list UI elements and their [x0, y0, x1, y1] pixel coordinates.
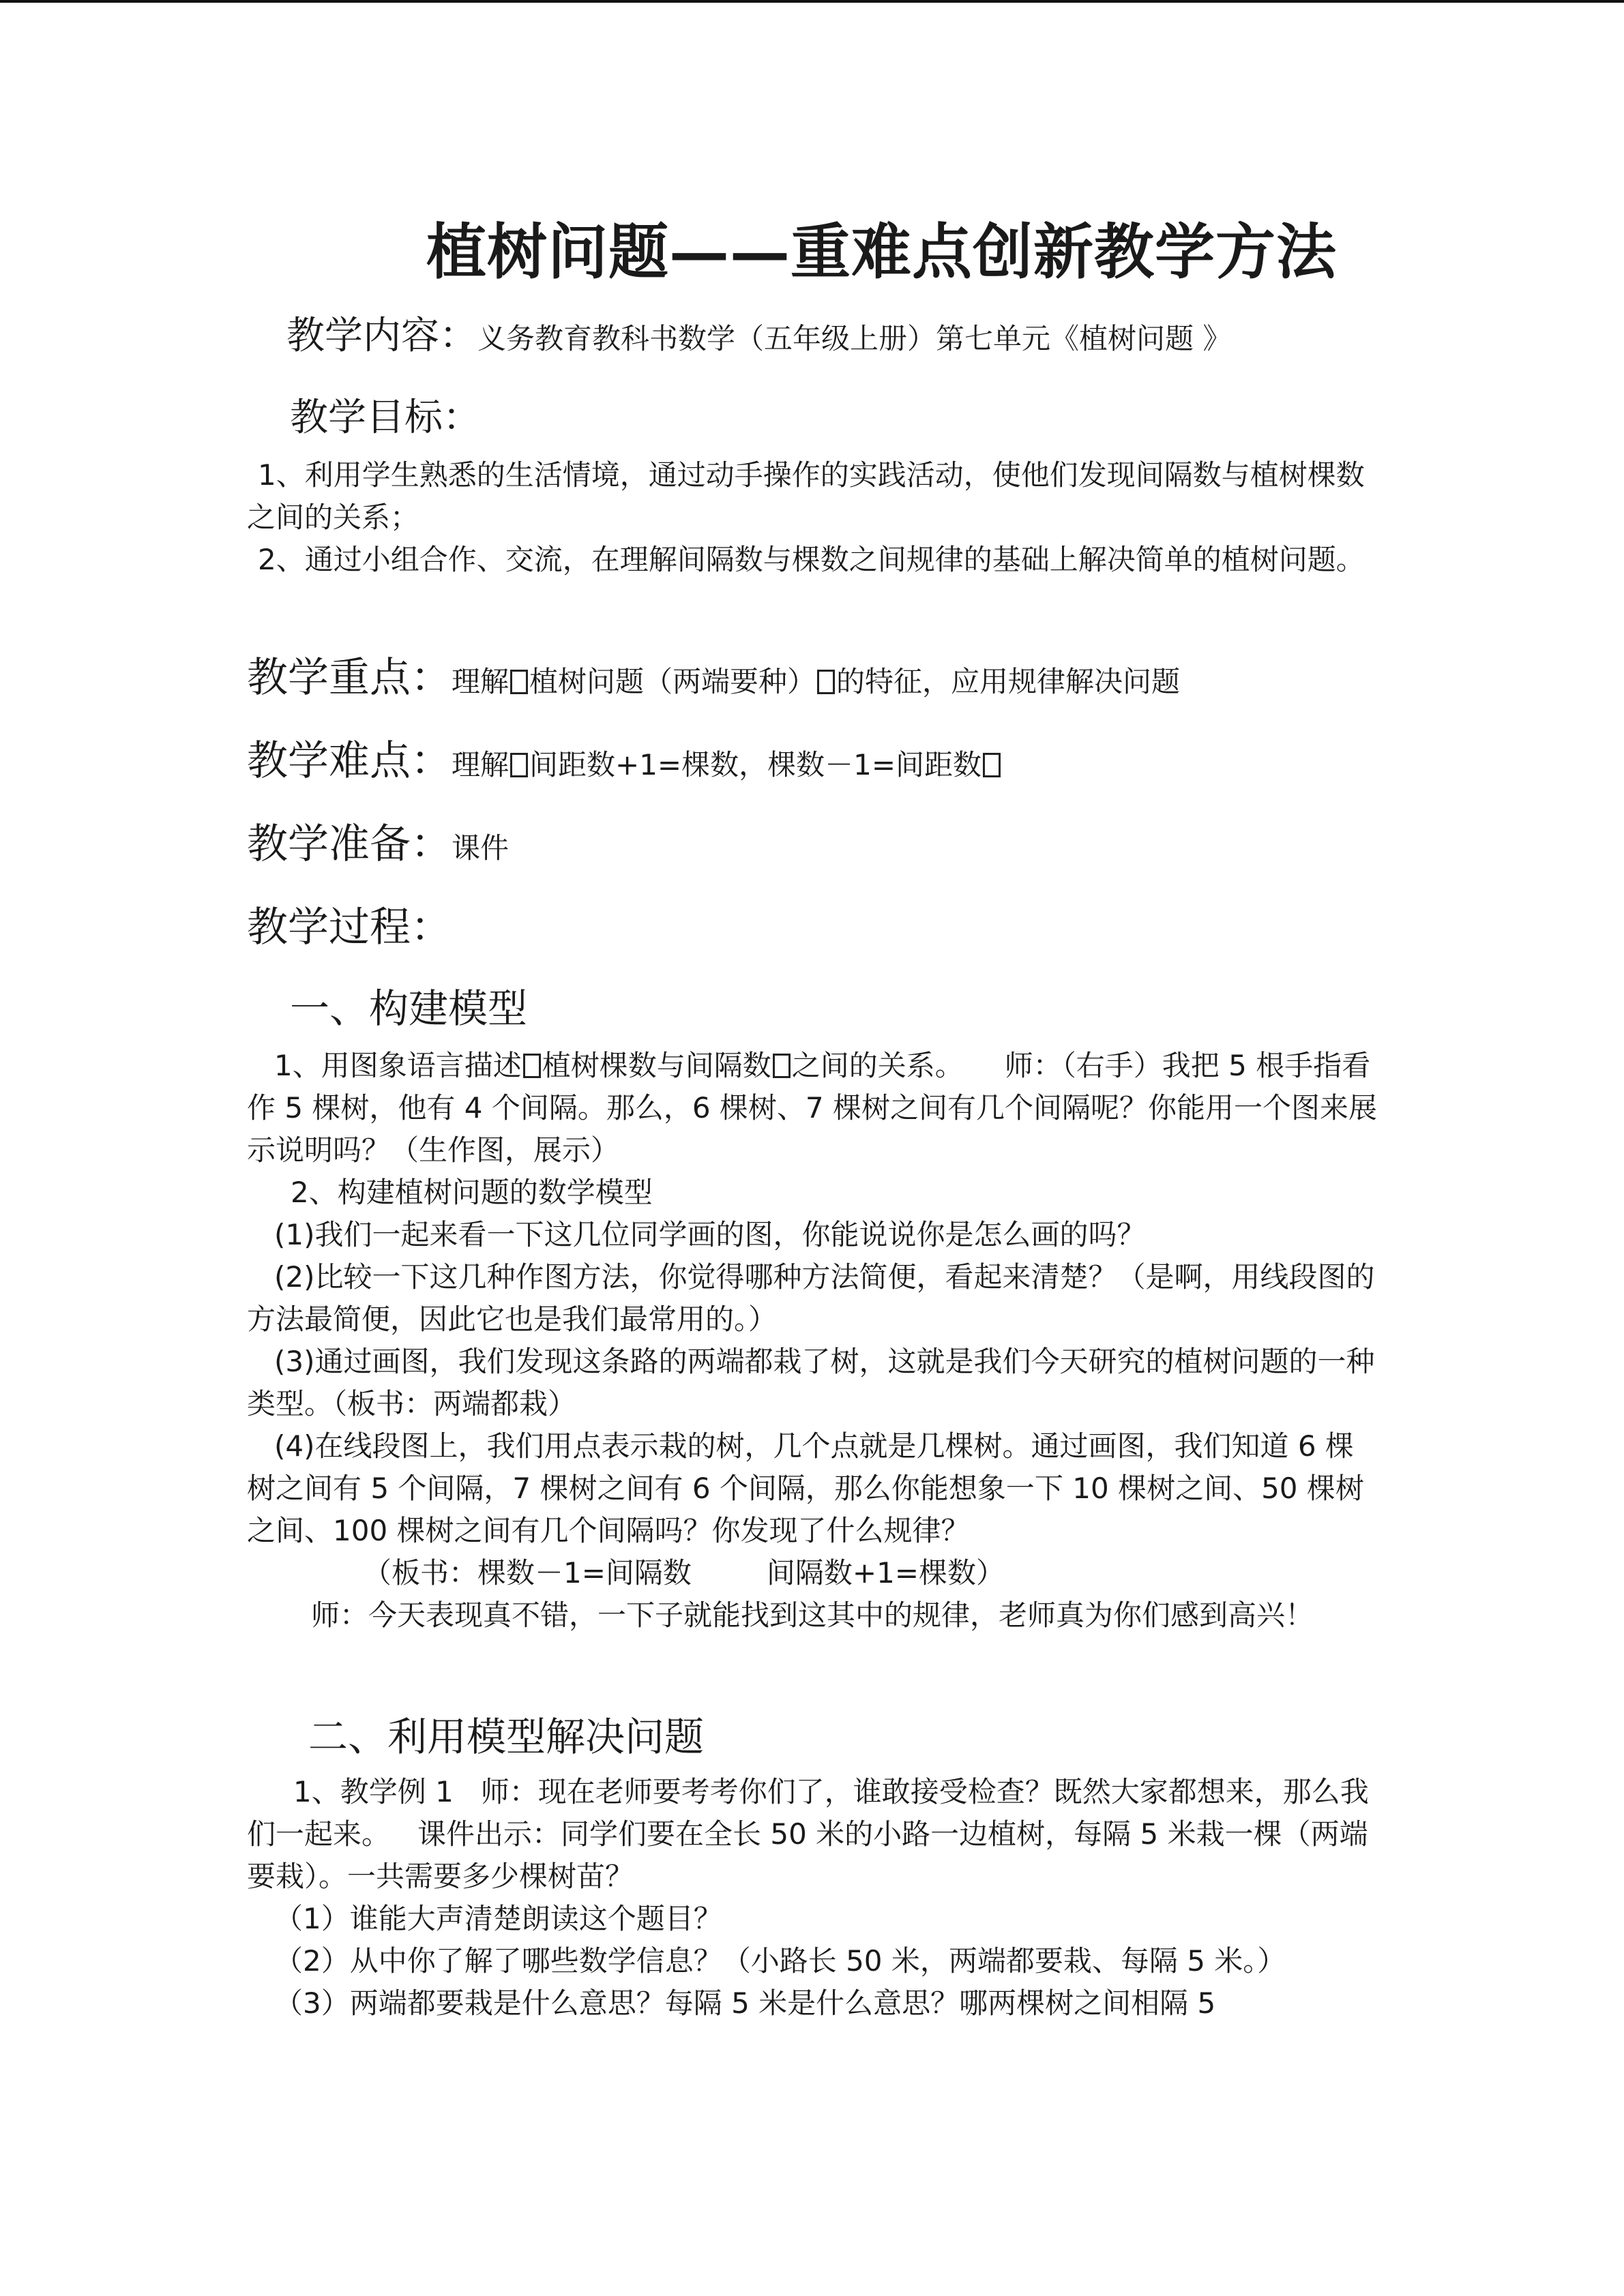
difficulty-text-b: 间距数+1=棵数，棵数－1=间距数	[529, 748, 982, 781]
teaching-difficulty	[247, 728, 1002, 787]
paragraph: （2）从中你了解了哪些数学信息？（小路长 50 米，两端都要栽、每隔 5 米。）	[274, 1944, 1286, 1978]
preparation-label: 教学准备：	[247, 820, 452, 868]
paragraph	[247, 1552, 1379, 1594]
section-2-body	[247, 1771, 1379, 2025]
teaching-content-text: 义务教育教科书数学（五年级上册）第七单元《植树问题 》	[477, 322, 1232, 355]
goal-item: 2、通过小组合作、交流，在理解间隔数与棵数之间规律的基础上解决简单的植树问题。	[258, 543, 1365, 576]
teaching-content-label: 教学内容：	[286, 314, 477, 358]
section-1-title: 一、构建模型	[290, 985, 528, 1032]
missing-glyph-icon	[983, 753, 1001, 777]
paragraph: (4)在线段图上，我们用点表示栽的树，几个点就是几棵树。通过画图，我们知道 6 棵树之间有 5 个间隔，7 棵树之间有 6 个间隔，那么你能想象一下 10 棵树之间、50 棵树之间、100 棵树之间有几个间隔吗？你发现了什么规律？	[247, 1429, 1364, 1547]
difficulty-text-a: 理解	[452, 748, 510, 781]
key-point-text-a: 理解	[452, 665, 510, 698]
section-2-title: 二、利用模型解决问题	[308, 1714, 705, 1760]
paragraph-text: 间隔数+1=棵数）	[766, 1556, 1005, 1590]
paragraph-text: 课件出示：同学们要在全长 50 米的小路一边植树，每隔 5 米栽一棵（两端要栽）。一共需要多少棵树苗？	[247, 1817, 1368, 1893]
paragraph: （1）谁能大声清楚朗读这个题目？	[274, 1902, 722, 1935]
missing-glyph-icon	[510, 753, 528, 777]
missing-glyph-icon	[523, 1054, 541, 1078]
top-border	[0, 0, 1624, 3]
paragraph-text: （板书：棵数－1=间隔数	[363, 1556, 692, 1590]
paragraph-text: 植树棵数与间隔数	[542, 1049, 771, 1082]
paragraph-text: 1、用图象语言描述	[274, 1049, 522, 1082]
paragraph: (2)比较一下这几种作图方法，你觉得哪种方法简便，看起来清楚？（是啊，用线段图的方法最简便，因此它也是我们最常用的。）	[247, 1260, 1375, 1336]
teaching-goals-label: 教学目标：	[290, 396, 481, 440]
paragraph	[247, 1771, 1379, 1898]
teaching-goals-list	[247, 454, 1379, 581]
missing-glyph-icon	[817, 670, 835, 694]
teaching-content	[286, 305, 1231, 360]
teaching-preparation	[247, 811, 509, 870]
paragraph: (1)我们一起来看一下这几位同学画的图，你能说说你是怎么画的吗？	[274, 1218, 1146, 1251]
paragraph-text: 师：现在老师要考考你们了，谁敢接受检查？既然大家都想来，那么我们一起来。	[247, 1775, 1369, 1851]
teaching-process-label: 教学过程：	[247, 904, 452, 951]
paragraph: (3)通过画图，我们发现这条路的两端都栽了树，这就是我们今天研究的植树问题的一种类型。（板书：两端都栽）	[247, 1345, 1375, 1420]
preparation-text: 课件	[452, 831, 510, 865]
missing-glyph-icon	[510, 670, 528, 694]
missing-glyph-icon	[773, 1054, 791, 1078]
document-title: 植树问题——重难点创新教学方法	[426, 216, 1338, 287]
key-point-label: 教学重点：	[247, 654, 452, 702]
key-point-text-c: 的特征，应用规律解决问题	[836, 665, 1181, 698]
paragraph	[247, 1045, 1379, 1172]
teaching-key-point	[247, 645, 1180, 704]
paragraph-text: 之间的关系。	[791, 1049, 964, 1082]
difficulty-label: 教学难点：	[247, 737, 452, 785]
paragraph: 2、构建植树问题的数学模型	[291, 1176, 653, 1209]
paragraph-text: 1、教学例 1	[293, 1775, 454, 1808]
paragraph-text: 师：（右手）我把 5 根手指看作 5 棵树，他有 4 个间隔。那么，6 棵树、7 棵树之间有几个间隔呢？你能用一个图来展示说明吗？（生作图，展示）	[247, 1049, 1377, 1167]
paragraph: （3）两端都要栽是什么意思？每隔 5 米是什么意思？哪两棵树之间相隔 5	[274, 1986, 1216, 2020]
goal-item: 1、利用学生熟悉的生活情境，通过动手操作的实践活动，使他们发现间隔数与植树棵数之间的关系；	[247, 458, 1365, 534]
key-point-text-b: 植树问题（两端要种）	[529, 665, 816, 698]
section-1-body	[247, 1045, 1379, 1637]
paragraph: 师：今天表现真不错，一下子就能找到这其中的规律，老师真为你们感到高兴！	[311, 1598, 1314, 1632]
